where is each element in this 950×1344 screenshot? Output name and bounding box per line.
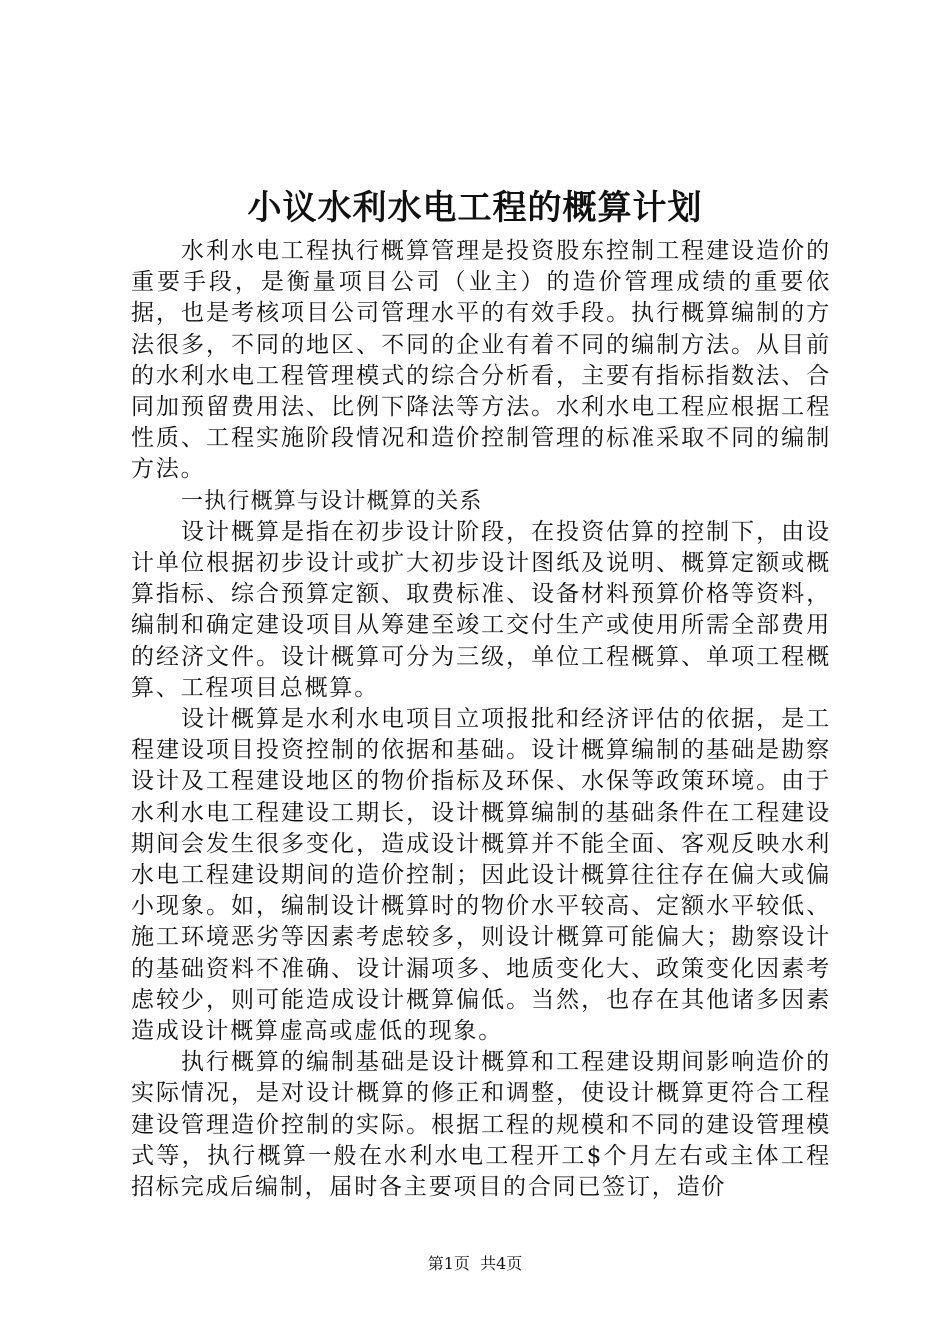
section-heading: 一执行概算与设计概算的关系 [181,488,483,514]
document-body [131,236,831,1203]
paragraph-estimate-basis: 设计概算是水利水电项目立项报批和经济评估的依据，是工程建设项目投资控制的依据和基础。设计概算编制的基础是勘察设计及工程建设地区的物价指标及环保、水保等政策环境。由于水利水电工程建设工期长，设计概算编制的基础条件在工程建设期间会发生很多变化，造成设计概算并不能全面、客观反映水利水电工程建设期间的造价控制；因此设计概算往往存在偏大或偏小现象。如，编制设计概算时的物价水平较高、定额水平较低、施工环境恶劣等因素考虑较多，则设计概算可能偏大；勘察设计的基础资料不准确、设计漏项多、地质变化大、政策变化因素考虑较少，则可能造成设计概算偏低。当然，也存在其他诸多因素造成设计概算虚高或虚低的现象。 [131,706,831,1045]
paragraph-intro: 水利水电工程执行概算管理是投资股东控制工程建设造价的重要手段，是衡量项目公司（业主）的造价管理成绩的重要依据，也是考核项目公司管理水平的有效手段。执行概算编制的方法很多，不同的地区、不同的企业有着不同的编制方法。从目前的水利水电工程管理模式的综合分析看，主要有指标指数法、合同加预留费用法、比例下降法等方法。水利水电工程应根据工程性质、工程实施阶段情况和造价控制管理的标准采取不同的编制方法。 [131,238,831,483]
page-footer [0,1253,950,1275]
page-total: 共4页 [480,1254,523,1273]
paragraph-execution-estimate: 执行概算的编制基础是设计概算和工程建设期间影响造价的实际情况，是对设计概算的修正和调整，使设计概算更符合工程建设管理造价控制的实际。根据工程的规模和不同的建设管理模式等，执行概算一般在水利水电工程开工$个月左右或主体工程招标完成后编制，届时各主要项目的合同已签订，造价 [131,1049,831,1201]
page-number: 第1页 [427,1254,470,1273]
document-title: 小议水利水电工程的概算计划 [247,188,703,228]
paragraph-design-estimate: 设计概算是指在初步设计阶段，在投资估算的控制下，由设计单位根据初步设计或扩大初步设计图纸及说明、概算定额或概算指标、综合预算定额、取费标准、设备材料预算价格等资料，编制和确定建设项目从筹建至竣工交付生产或使用所需全部费用的经济文件。设计概算可分为三级，单位工程概算、单项工程概算、工程项目总概算。 [131,518,831,701]
